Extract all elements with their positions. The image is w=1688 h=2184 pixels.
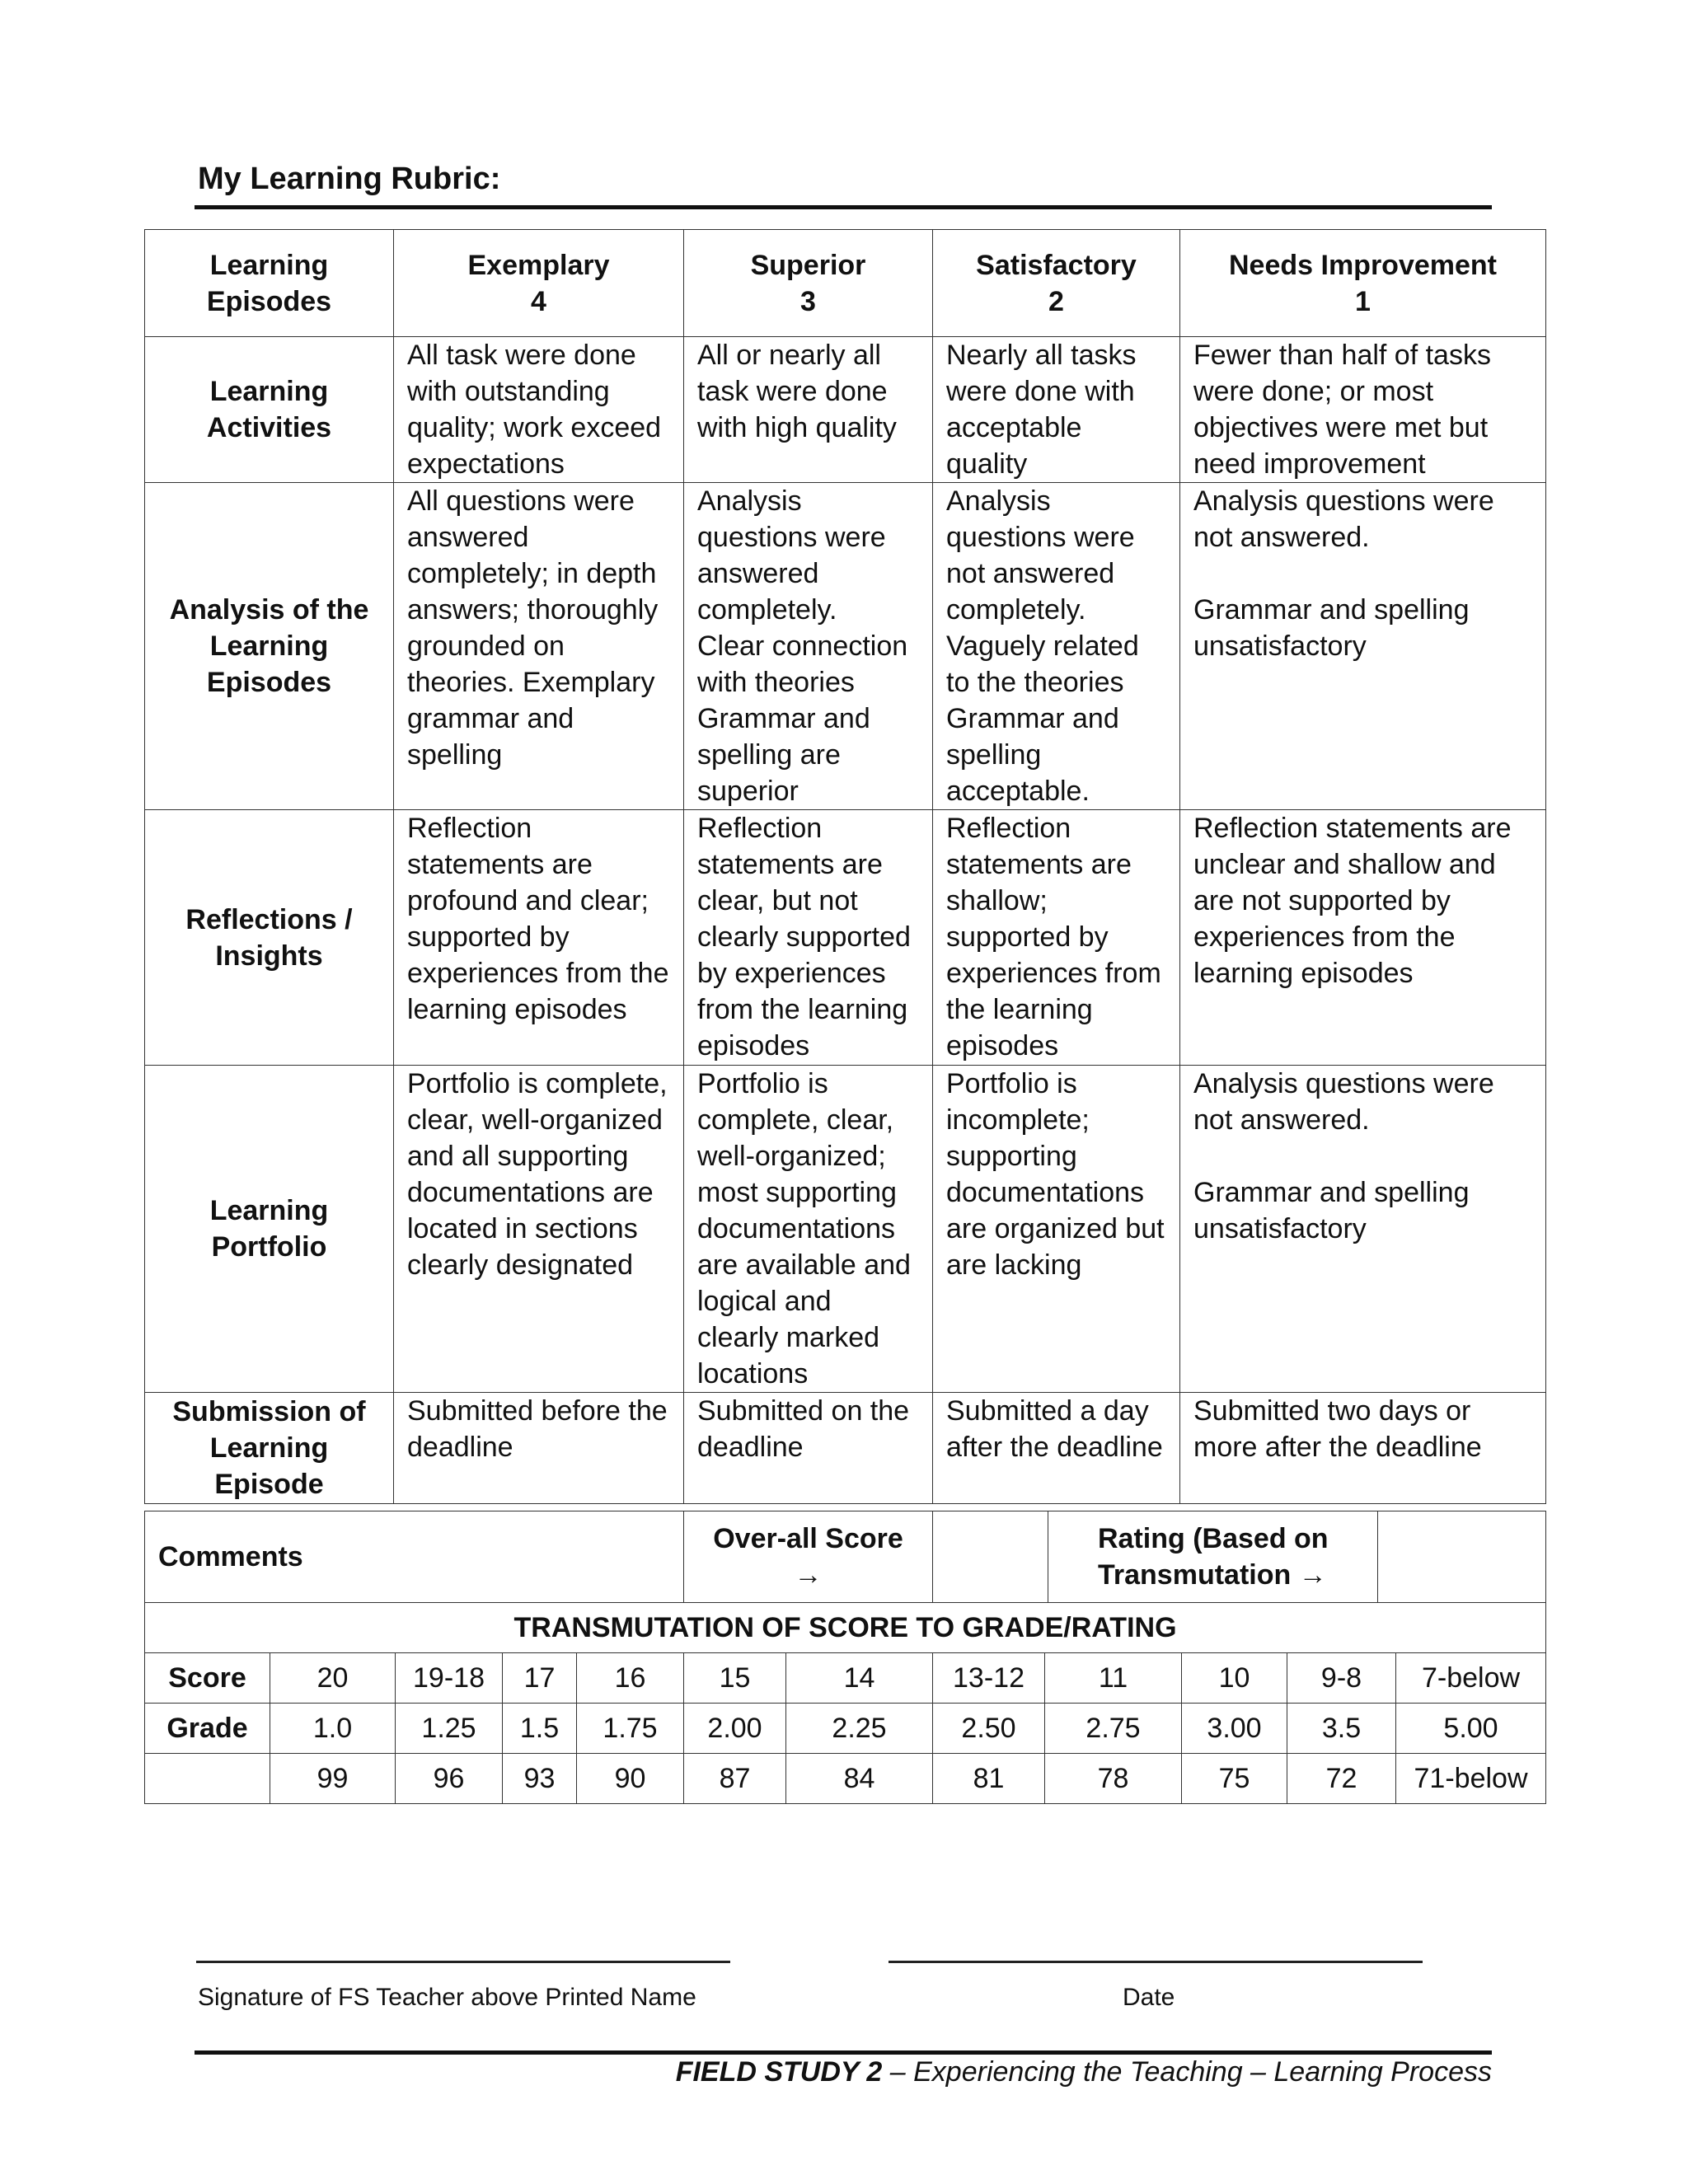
- date-line[interactable]: [889, 1961, 1423, 1963]
- footer-rule: [195, 2050, 1492, 2055]
- transmutation-title-row: [145, 1603, 1546, 1653]
- criteria-cell: Fewer than half of tasks were done; or most objectives were met but need improvement: [1180, 337, 1546, 483]
- rubric-row-submission: [145, 1393, 1546, 1504]
- grade-cell: 1.5: [503, 1704, 577, 1754]
- criteria-cell: Analysis questions were not answered completely. Vaguely related to the theories Grammar and spelling acceptable.: [933, 483, 1180, 810]
- grade-cell: 3.5: [1287, 1704, 1396, 1754]
- rating-label: Rating (Based on Transmutation →: [1048, 1511, 1378, 1603]
- row-label: Analysis of the Learning Episodes: [145, 483, 394, 810]
- criteria-cell: Reflection statements are profound and clear; supported by experiences from the learning episodes: [394, 810, 684, 1066]
- grade-cell: 2.00: [684, 1704, 786, 1754]
- score-cell: 19-18: [396, 1653, 503, 1704]
- grade-label: Grade: [145, 1704, 270, 1754]
- percent-cell: 90: [577, 1754, 684, 1804]
- percent-cell: 72: [1287, 1754, 1396, 1804]
- percent-cell: 99: [270, 1754, 396, 1804]
- criteria-cell: Nearly all tasks were done with acceptable quality: [933, 337, 1180, 483]
- percent-cell: 96: [396, 1754, 503, 1804]
- criteria-cell: All task were done with outstanding quality; work exceed expectations: [394, 337, 684, 483]
- row-label: Reflections / Insights: [145, 810, 394, 1066]
- criteria-cell: All questions were answered completely; in depth answers; thoroughly grounded on theories. Exemplary grammar and spelling: [394, 483, 684, 810]
- criteria-cell: Portfolio is complete, clear, well-organized and all supporting documentations are located in sections clearly designated: [394, 1066, 684, 1393]
- score-summary-table: [144, 1511, 1546, 1603]
- rubric-table: [144, 229, 1546, 1504]
- score-cell: 15: [684, 1653, 786, 1704]
- criteria-cell: All or nearly all task were done with high quality: [684, 337, 933, 483]
- score-cell: 17: [503, 1653, 577, 1704]
- grade-cell: 1.0: [270, 1704, 396, 1754]
- rubric-header-row: [145, 230, 1546, 337]
- date-label: Date: [1123, 1984, 1175, 2011]
- score-cell: 9-8: [1287, 1653, 1396, 1704]
- transmutation-table: [144, 1602, 1546, 1804]
- percent-cell: 87: [684, 1754, 786, 1804]
- percent-cell: 75: [1182, 1754, 1287, 1804]
- criteria-cell: Submitted a day after the deadline: [933, 1393, 1180, 1504]
- criteria-cell: Reflection statements are unclear and shallow and are not supported by experiences from the learning episodes: [1180, 810, 1546, 1066]
- criteria-cell: Analysis questions were not answered. Grammar and spelling unsatisfactory: [1180, 483, 1546, 810]
- footer-subtitle: – Experiencing the Teaching – Learning Process: [882, 2056, 1492, 2088]
- percent-row: [145, 1754, 1546, 1804]
- grade-cell: 2.75: [1045, 1704, 1182, 1754]
- grade-row: [145, 1704, 1546, 1754]
- footer-course: FIELD STUDY 2: [675, 2056, 883, 2088]
- header-needs-improvement: Needs Improvement 1: [1180, 230, 1546, 337]
- score-label: Score: [145, 1653, 270, 1704]
- row-label: Submission of Learning Episode: [145, 1393, 394, 1504]
- score-cell: 7-below: [1396, 1653, 1546, 1704]
- score-cell: 13-12: [933, 1653, 1045, 1704]
- header-satisfactory: Satisfactory 2: [933, 230, 1180, 337]
- score-cell: 20: [270, 1653, 396, 1704]
- header-superior: Superior 3: [684, 230, 933, 337]
- grade-cell: 5.00: [1396, 1704, 1546, 1754]
- rubric-row-portfolio: [145, 1066, 1546, 1393]
- transmutation-title: TRANSMUTATION OF SCORE TO GRADE/RATING: [145, 1603, 1546, 1653]
- row-label: Learning Portfolio: [145, 1066, 394, 1393]
- criteria-cell: Reflection statements are clear, but not clearly supported by experiences from the learning episodes: [684, 810, 933, 1066]
- row-label: Learning Activities: [145, 337, 394, 483]
- comments-label: Comments: [145, 1511, 684, 1603]
- grade-cell: 2.25: [786, 1704, 933, 1754]
- criteria-cell: Analysis questions were answered completely. Clear connection with theories Grammar and spelling are superior: [684, 483, 933, 810]
- grade-cell: 1.75: [577, 1704, 684, 1754]
- percent-label: [145, 1754, 270, 1804]
- rubric-row-reflections: [145, 810, 1546, 1066]
- percent-cell: 81: [933, 1754, 1045, 1804]
- header-exemplary: Exemplary 4: [394, 230, 684, 337]
- criteria-cell: Portfolio is incomplete; supporting documentations are organized but are lacking: [933, 1066, 1180, 1393]
- score-cell: 11: [1045, 1653, 1182, 1704]
- overall-score-label: Over-all Score →: [684, 1511, 933, 1603]
- percent-cell: 84: [786, 1754, 933, 1804]
- score-row: [145, 1653, 1546, 1704]
- rating-value[interactable]: [1378, 1511, 1546, 1603]
- grade-cell: 3.00: [1182, 1704, 1287, 1754]
- grade-cell: 2.50: [933, 1704, 1045, 1754]
- percent-cell: 93: [503, 1754, 577, 1804]
- score-cell: 14: [786, 1653, 933, 1704]
- criteria-cell: Reflection statements are shallow; supported by experiences from the learning episodes: [933, 810, 1180, 1066]
- page-title: My Learning Rubric:: [198, 162, 501, 196]
- score-cell: 16: [577, 1653, 684, 1704]
- score-cell: 10: [1182, 1653, 1287, 1704]
- teacher-signature-line[interactable]: [196, 1961, 730, 1963]
- overall-score-value[interactable]: [933, 1511, 1048, 1603]
- percent-cell: 71-below: [1396, 1754, 1546, 1804]
- criteria-cell: Portfolio is complete, clear, well-organized; most supporting documentations are available and logical and clearly marked locations: [684, 1066, 933, 1393]
- criteria-cell: Analysis questions were not answered. Grammar and spelling unsatisfactory: [1180, 1066, 1546, 1393]
- rubric-row-learning-activities: [145, 337, 1546, 483]
- score-summary-row: [145, 1511, 1546, 1603]
- title-rule: [195, 205, 1492, 209]
- grade-cell: 1.25: [396, 1704, 503, 1754]
- criteria-cell: Submitted on the deadline: [684, 1393, 933, 1504]
- criteria-cell: Submitted two days or more after the deadline: [1180, 1393, 1546, 1504]
- percent-cell: 78: [1045, 1754, 1182, 1804]
- footer: [676, 2056, 1492, 2088]
- criteria-cell: Submitted before the deadline: [394, 1393, 684, 1504]
- header-learning-episodes: Learning Episodes: [145, 230, 394, 337]
- teacher-signature-label: Signature of FS Teacher above Printed Name: [198, 1984, 696, 2011]
- rubric-row-analysis: [145, 483, 1546, 810]
